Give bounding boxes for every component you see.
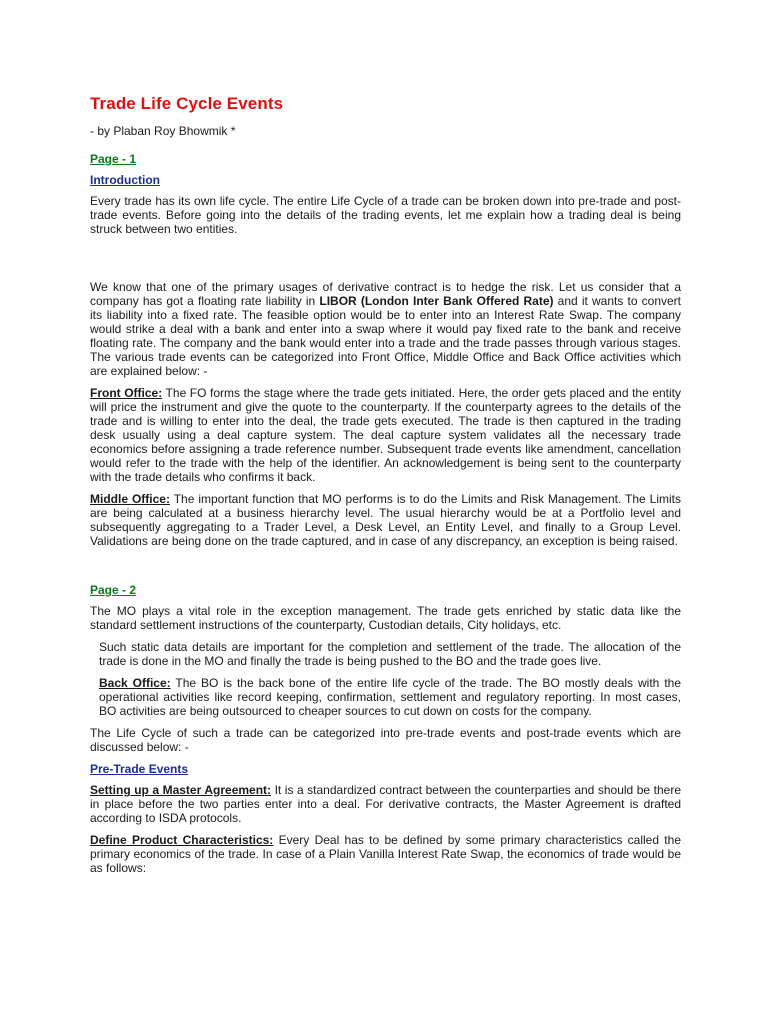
author-byline: - by Plaban Roy Bhowmik * — [90, 124, 236, 138]
middle-office-paragraph — [90, 492, 681, 548]
introduction-heading: Introduction — [90, 173, 160, 187]
lifecycle-paragraph: The Life Cycle of such a trade can be categorized into pre-trade events and post-trade events which are discussed below: - — [90, 726, 681, 754]
master-agreement-paragraph — [90, 783, 681, 825]
static-data-paragraph: Such static data details are important for the completion and settlement of the trade. The allocation of the trade is done in the MO and finally the trade is being pushed to the BO and the trade goes live. — [99, 640, 681, 668]
page-2-marker: Page - 2 — [90, 583, 137, 597]
master-agreement-label: Setting up a Master Agreement: — [90, 783, 272, 797]
libor-term: LIBOR (London Inter Bank Offered Rate) — [319, 294, 554, 308]
back-office-text: The BO is the back bone of the entire life cycle of the trade. The BO mostly deals with the operational activities like record keeping, confirmation, settlement and regulatory reporting. In most cases, BO activities are being outsourced to cheaper sources to cut down on costs for the company. — [99, 676, 681, 718]
product-characteristics-text: Every Deal has to be defined by some primary characteristics called the primary economics of the trade. In case of a Plain Vanilla Interest Rate Swap, the economics of trade would be as follows: — [90, 833, 681, 875]
front-office-paragraph — [90, 386, 681, 484]
front-office-label: Front Office: — [90, 386, 163, 400]
product-characteristics-paragraph — [90, 833, 681, 875]
middle-office-text: The important function that MO performs is to do the Limits and Risk Management. The Limits are being calculated at a business hierarchy level. The usual hierarchy would be at a Portfolio level and subsequently aggregating to a Trader Level, a Desk Level, an Entity Level, and finally to a Group Level. Validations are being done on the trade captured, and in case of any discrepancy, an exception is being raised. — [90, 492, 681, 548]
intro-paragraph-2-start: We know that one of the primary usages of derivative contract is to hedge the risk. Let us consider that a company has got a floating rate liability in — [90, 280, 681, 308]
intro-paragraph-2 — [90, 280, 681, 378]
back-office-label: Back Office: — [99, 676, 171, 690]
pre-trade-heading: Pre-Trade Events — [90, 762, 189, 776]
front-office-text: The FO forms the stage where the trade gets initiated. Here, the order gets placed and the entity will price the instrument and give the quote to the counterparty. If the counterparty agrees to the details of the trade and is willing to enter into the deal, the trade gets executed. The trade is then captured in the trading desk usually using a deal capture system. The deal capture system validates all the necessary trade economics before assigning a trade reference number. Subsequent trade events like amendment, cancellation would refer to the trade with the help of the identifier. An acknowledgement is being sent to the counterparty with the trade details who confirms it back. — [90, 386, 681, 484]
intro-paragraph-2-end: and it wants to convert its liability into a fixed rate. The feasible option would be to enter into an Interest Rate Swap. The company would strike a deal with a bank and enter into a swap where it would pay fixed rate to the bank and receive floating rate. The company and the bank would enter into a trade and the trade passes through various stages. The various trade events can be categorized into Front Office, Middle Office and Back Office activities which are explained below: - — [90, 294, 682, 378]
page-1-marker: Page - 1 — [90, 152, 137, 166]
master-agreement-text: It is a standardized contract between the counterparties and should be there in place before the two parties enter into a deal. For derivative contracts, the Master Agreement is drafted according to ISDA protocols. — [90, 783, 681, 825]
back-office-paragraph — [90, 676, 681, 718]
mo-exception-paragraph: The MO plays a vital role in the exception management. The trade gets enriched by static data like the standard settlement instructions of the counterparty, Custodian details, City holidays, etc. — [90, 604, 681, 632]
middle-office-label: Middle Office: — [90, 492, 170, 506]
intro-paragraph-1: Every trade has its own life cycle. The entire Life Cycle of a trade can be broken down into pre-trade and post-trade events. Before going into the details of the trading events, let me explain how a trading deal is being struck between two entities. — [90, 194, 681, 236]
product-characteristics-label: Define Product Characteristics: — [90, 833, 274, 847]
document-title: Trade Life Cycle Events — [90, 94, 284, 113]
